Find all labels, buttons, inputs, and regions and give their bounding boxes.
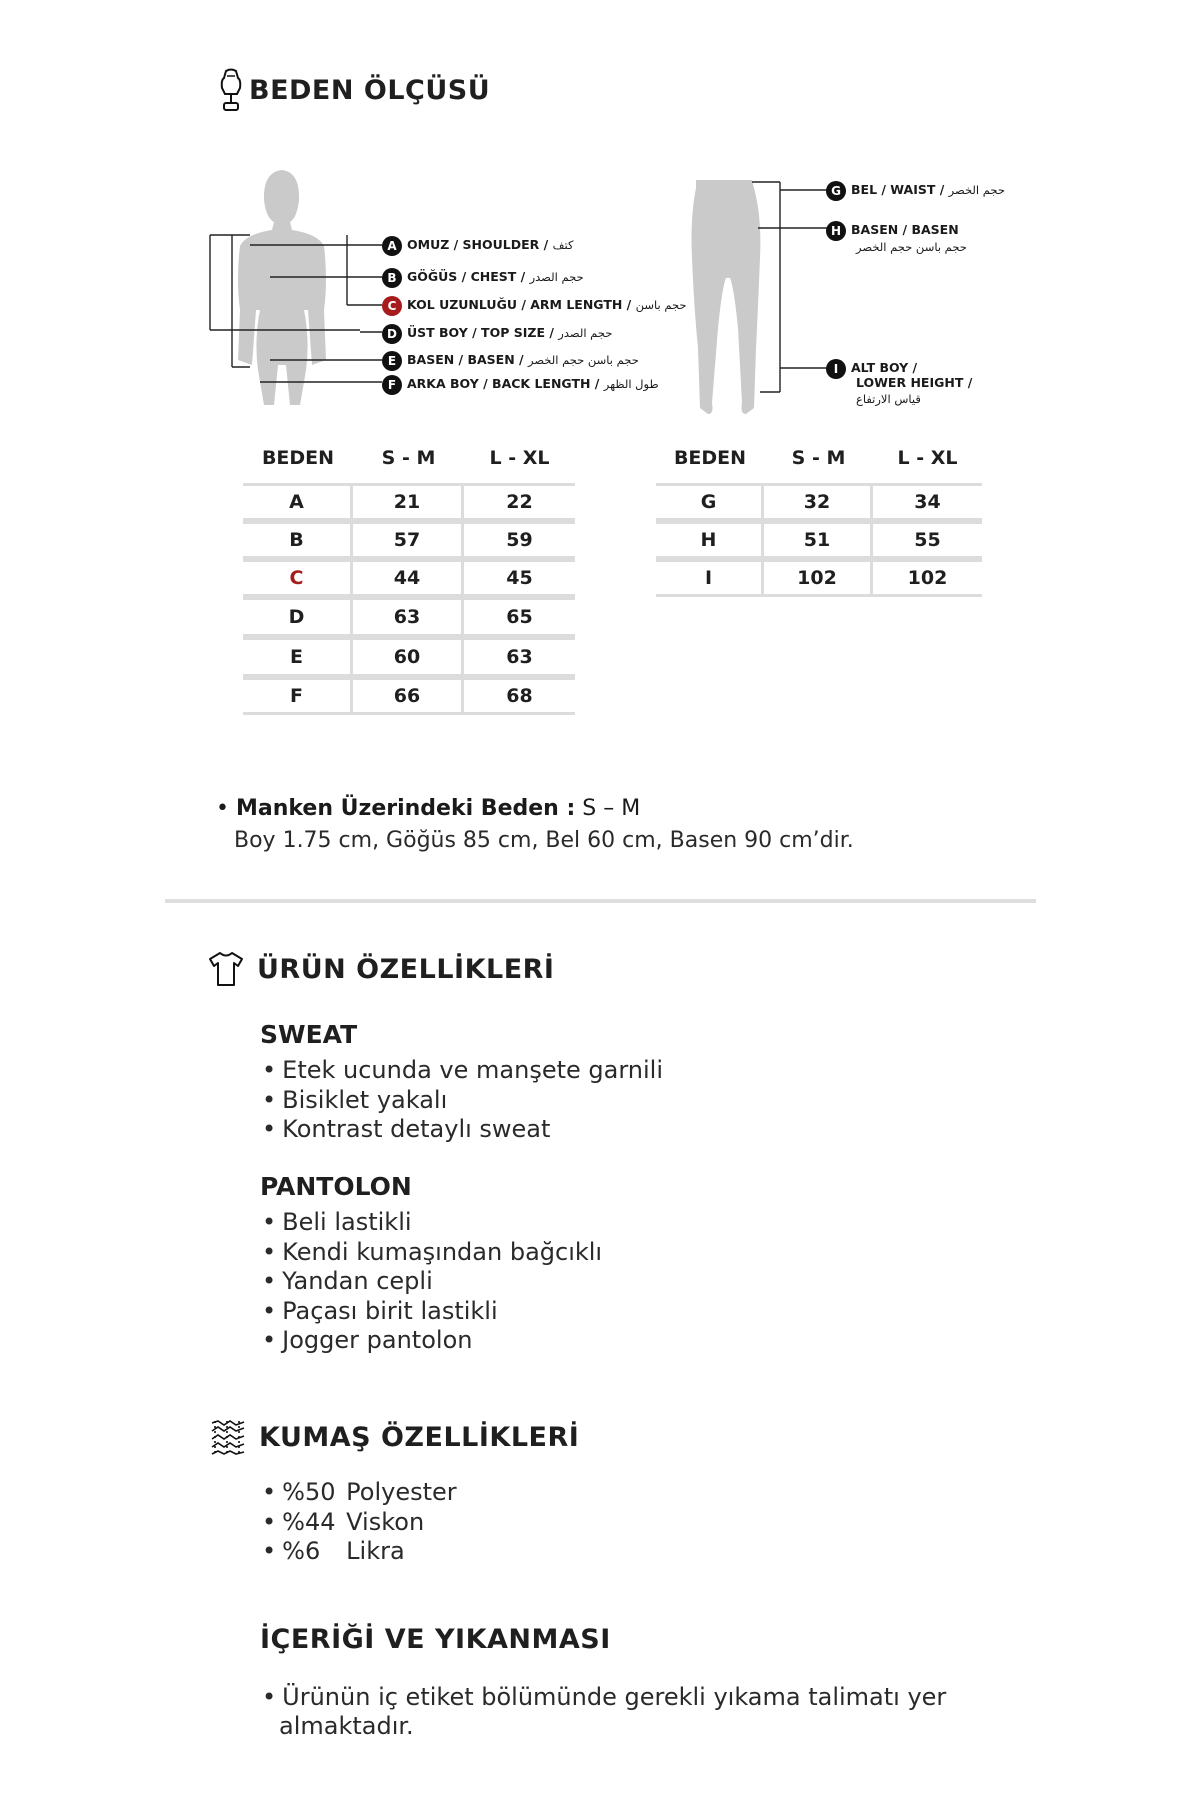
marker-d: D bbox=[382, 324, 402, 344]
tshirt-icon bbox=[207, 950, 245, 988]
marker-b: B bbox=[382, 268, 402, 288]
size-section-title: BEDEN ÖLÇÜSÜ bbox=[249, 74, 491, 106]
table-row: D 63 65 bbox=[243, 597, 575, 637]
table-header: S - M bbox=[791, 447, 846, 469]
table-header: L - XL bbox=[489, 447, 550, 469]
marker-e: E bbox=[382, 351, 402, 371]
table-row: C 44 45 bbox=[243, 559, 575, 597]
list-item: • Ürünün iç etiket bölümünde gerekli yıkama talimatı yer bbox=[262, 1683, 946, 1713]
bottom-size-table bbox=[656, 443, 982, 597]
model-size-value: S – M bbox=[582, 796, 641, 821]
mannequin-icon bbox=[217, 68, 245, 112]
list-item: • Etek ucunda ve manşete garnili bbox=[262, 1056, 663, 1086]
care-section-title: İÇERİĞİ VE YIKANMASI bbox=[260, 1624, 611, 1655]
table-row: F 66 68 bbox=[243, 677, 575, 715]
care-list bbox=[262, 1683, 946, 1713]
list-item: • Jogger pantolon bbox=[262, 1326, 602, 1356]
list-item: • %44 Viskon bbox=[262, 1508, 457, 1538]
label-e: E BASEN / BASEN / حجم باسن حجم الخصر bbox=[382, 350, 639, 371]
table-row: H 51 55 bbox=[656, 521, 982, 559]
fabric-section-header bbox=[209, 1418, 579, 1456]
size-section-header bbox=[217, 68, 490, 112]
marker-f: F bbox=[382, 375, 402, 395]
label-h: H BASEN / BASEN bbox=[826, 220, 959, 241]
table-row: A 21 22 bbox=[243, 483, 575, 521]
marker-a: A bbox=[382, 236, 402, 256]
fabric-section-title: KUMAŞ ÖZELLİKLERİ bbox=[259, 1421, 580, 1453]
section-divider bbox=[165, 899, 1036, 903]
table-row: E 60 63 bbox=[243, 637, 575, 677]
sweat-title: SWEAT bbox=[260, 1020, 358, 1049]
pantolon-list bbox=[262, 1208, 602, 1356]
label-g: G BEL / WAIST / حجم الخصر bbox=[826, 180, 1005, 201]
list-item: • Kontrast detaylı sweat bbox=[262, 1115, 663, 1145]
label-i-line2: LOWER HEIGHT / bbox=[856, 375, 973, 390]
pantolon-title: PANTOLON bbox=[260, 1172, 412, 1201]
marker-g: G bbox=[826, 181, 846, 201]
list-item: • Beli lastikli bbox=[262, 1208, 602, 1238]
care-line-2: almaktadır. bbox=[279, 1712, 414, 1740]
table-header: L - XL bbox=[897, 447, 958, 469]
bottom-body-figure bbox=[680, 178, 840, 424]
model-size-label: Manken Üzerindeki Beden : bbox=[235, 796, 576, 821]
list-item: • %50 Polyester bbox=[262, 1478, 457, 1508]
label-d: D ÜST BOY / TOP SIZE / حجم الصدر bbox=[382, 323, 612, 344]
label-f: F ARKA BOY / BACK LENGTH / طول الظهر bbox=[382, 374, 659, 395]
label-i-arabic: قياس الارتفاع bbox=[856, 392, 921, 406]
list-item: • %6 Likra bbox=[262, 1537, 457, 1567]
marker-i: I bbox=[826, 359, 846, 379]
table-header: BEDEN bbox=[673, 447, 747, 469]
list-item: • Bisiklet yakalı bbox=[262, 1086, 663, 1116]
table-row: G 32 34 bbox=[656, 483, 982, 521]
top-leader-lines bbox=[230, 230, 390, 390]
label-a: A OMUZ / SHOULDER / كتف bbox=[382, 235, 573, 256]
table-header: S - M bbox=[381, 447, 436, 469]
label-h-arabic: حجم باسن حجم الخصر bbox=[856, 240, 967, 254]
product-section-header bbox=[207, 950, 554, 988]
list-item: • Paçası birit lastikli bbox=[262, 1297, 602, 1327]
table-row: I 102 102 bbox=[656, 559, 982, 597]
model-size-line: • Manken Üzerindeki Beden : S – M bbox=[216, 796, 641, 821]
sweat-list bbox=[262, 1056, 663, 1145]
top-size-table bbox=[243, 443, 575, 715]
marker-c: C bbox=[382, 296, 402, 316]
list-item: • Yandan cepli bbox=[262, 1267, 602, 1297]
table-header: BEDEN bbox=[261, 447, 335, 469]
marker-h: H bbox=[826, 221, 846, 241]
label-c: C KOL UZUNLUĞU / ARM LENGTH / حجم باسن bbox=[382, 295, 687, 316]
table-row: B 57 59 bbox=[243, 521, 575, 559]
label-i: I ALT BOY / bbox=[826, 358, 917, 379]
list-item: • Kendi kumaşından bağcıklı bbox=[262, 1238, 602, 1268]
fabric-pattern-icon bbox=[209, 1418, 247, 1456]
label-b: B GÖĞÜS / CHEST / حجم الصدر bbox=[382, 267, 584, 288]
product-section-title: ÜRÜN ÖZELLİKLERİ bbox=[257, 953, 555, 985]
fabric-list bbox=[262, 1478, 457, 1567]
model-stats: Boy 1.75 cm, Göğüs 85 cm, Bel 60 cm, Basen 90 cm’dir. bbox=[234, 828, 854, 853]
